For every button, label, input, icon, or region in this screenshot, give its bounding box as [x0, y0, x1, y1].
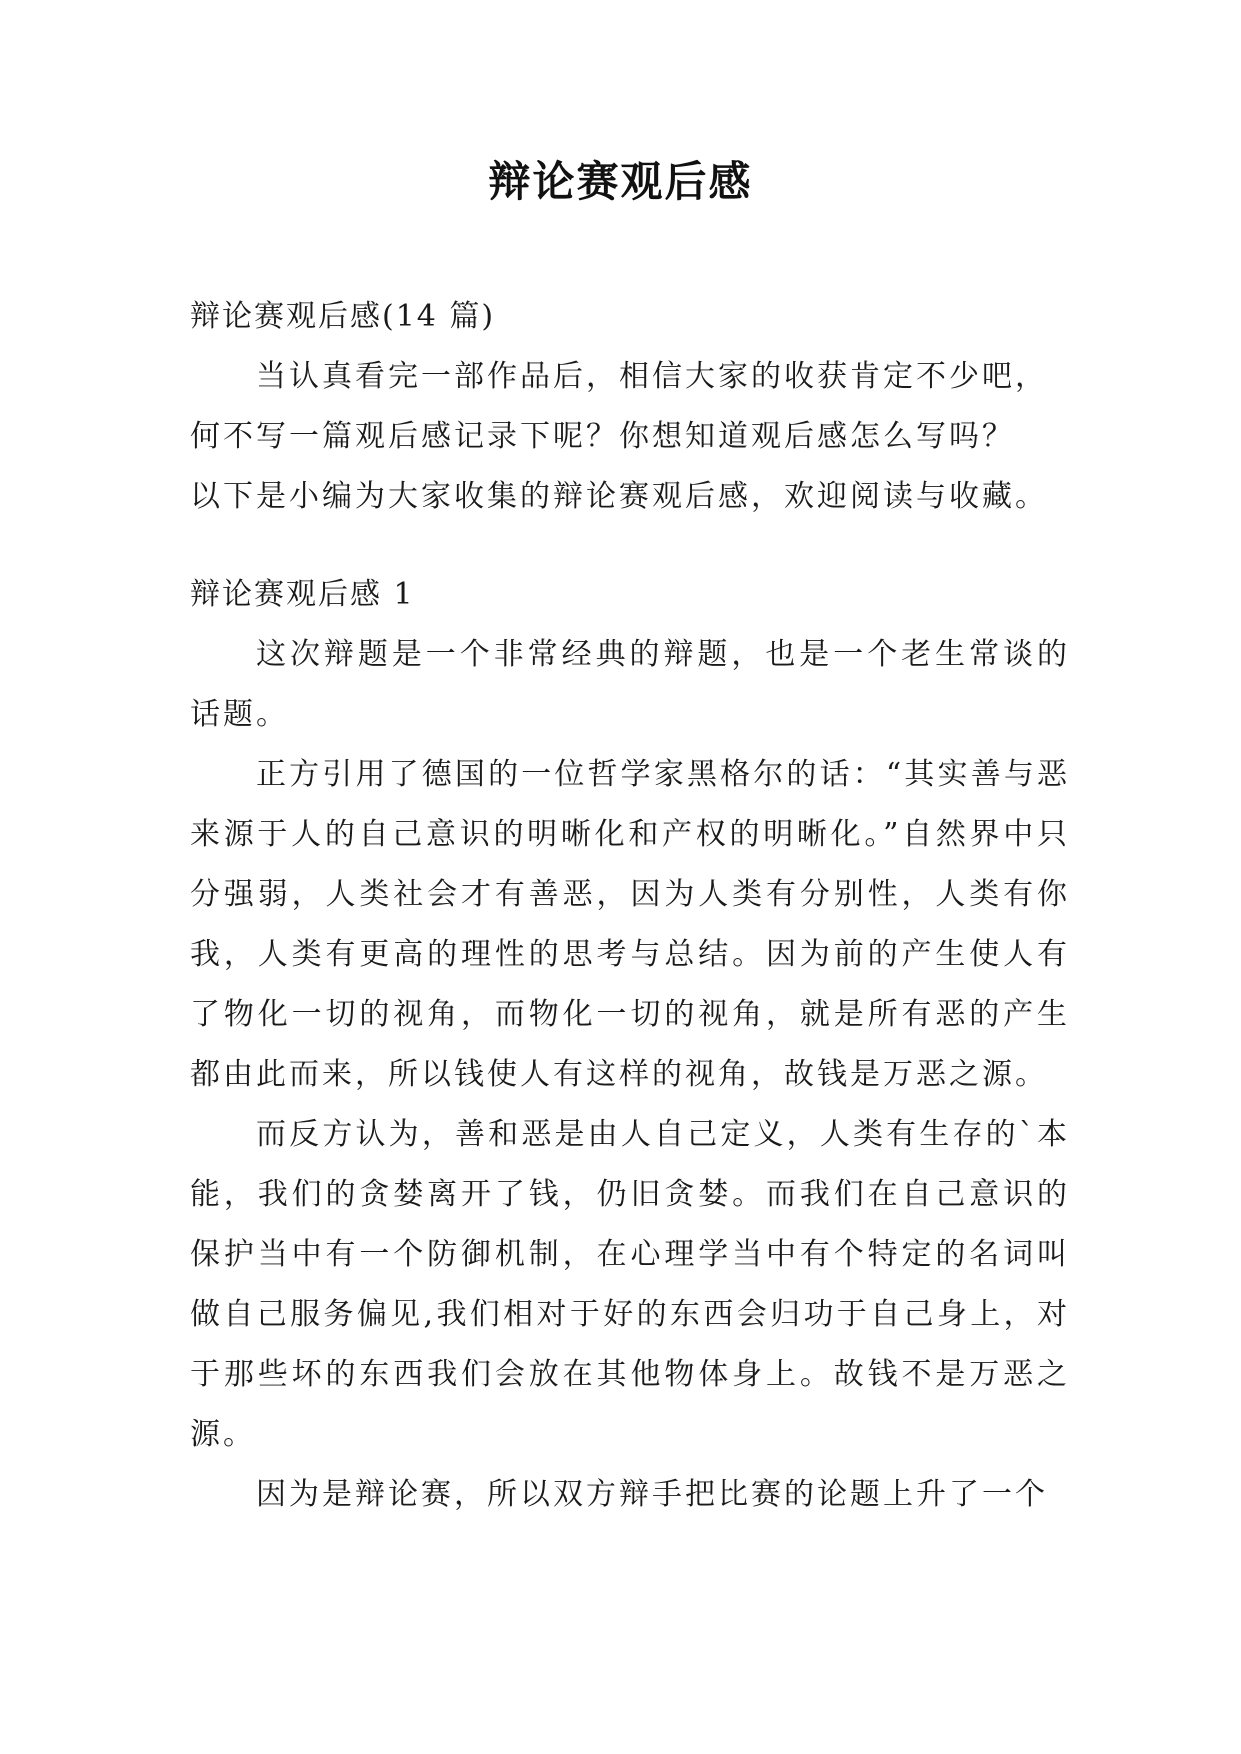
spacer: [190, 527, 1070, 565]
section-paragraph: 正方引用了德国的一位哲学家黑格尔的话：“其实善与恶来源于人的自己意识的明晰化和产权的明晰化。”自然界中只分强弱，人类社会才有善恶，因为人类有分别性，人类有你我，人类有更高的理性的思考与总结。因为前的产生使人有了物化一切的视角，而物化一切的视角，就是所有恶的产生都由此而来，所以钱使人有这样的视角，故钱是万恶之源。: [190, 757, 1070, 1092]
section-heading: 辩论赛观后感 1: [190, 577, 415, 612]
section-paragraph: 这次辩题是一个非常经典的辩题，也是一个老生常谈的话题。: [190, 637, 1070, 732]
intro-line: 当认真看完一部作品后，相信大家的收获肯定不少吧，: [256, 359, 1048, 394]
document-subtitle: 辩论赛观后感(14 篇): [190, 299, 496, 334]
document-title: 辩论赛观后感: [488, 157, 753, 206]
intro-line: 何不写一篇观后感记录下呢？你想知道观后感怎么写吗？: [190, 419, 1015, 454]
document-body: [190, 287, 1070, 1525]
section-paragraph: 因为是辩论赛，所以双方辩手把比赛的论题上升了一个: [256, 1477, 1048, 1512]
intro-paragraph: [190, 347, 1070, 527]
intro-line: 以下是小编为大家收集的辩论赛观后感，欢迎阅读与收藏。: [190, 479, 1048, 514]
section-paragraph: 而反方认为，善和恶是由人自己定义，人类有生存的`本能，我们的贪婪离开了钱，仍旧贪婪。而我们在自己意识的保护当中有一个防御机制，在心理学当中有个特定的名词叫做自己服务偏见,我们相对于好的东西会归功于自己身上，对于那些坏的东西我们会放在其他物体身上。故钱不是万恶之源。: [190, 1117, 1070, 1452]
